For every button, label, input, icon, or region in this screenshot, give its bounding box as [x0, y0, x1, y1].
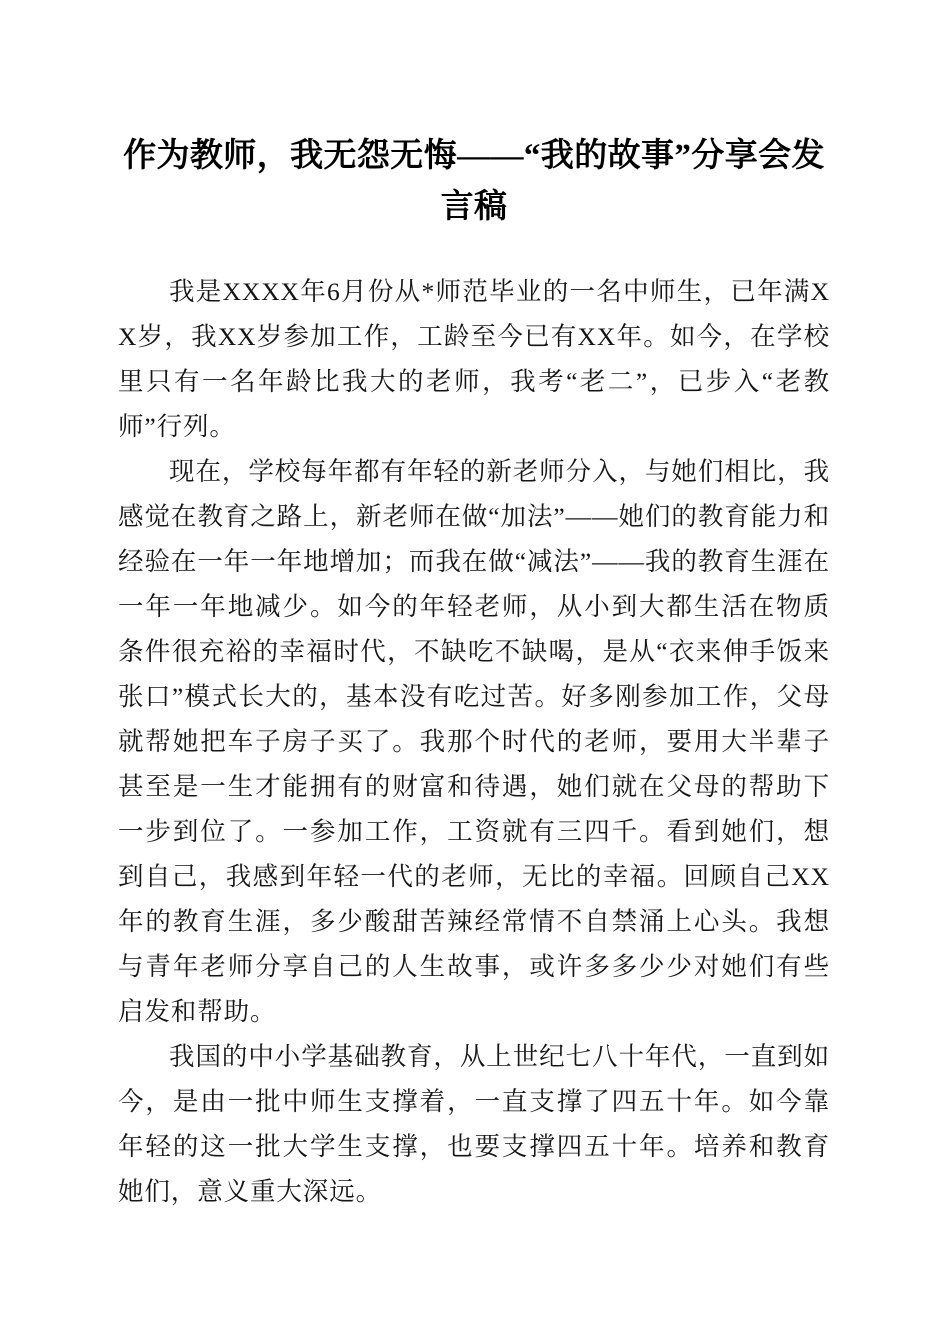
paragraph-1: 我是XXXX年6月份从*师范毕业的一名中师生，已年满XX岁，我XX岁参加工作，工龄至今已有XX年。如今，在学校里只有一名年龄比我大的老师，我考“老二”，已步入“老教师”行列。 — [118, 277, 830, 441]
page-title: 作为教师，我无怨无悔——“我的故事”分享会发言稿 — [123, 138, 825, 225]
paragraph-2: 现在，学校每年都有年轻的新老师分入，与她们相比，我感觉在教育之路上，新老师在做“加法”——她们的教育能力和经验在一年一年地增加；而我在做“减法”——我的教育生涯在一年一年地减少。如今的年轻老师，从小到大都生活在物质条件很充裕的幸福时代，不缺吃不缺喝，是从“衣来伸手饭来张口”模式长大的，基本没有吃过苦。好多刚参加工作，父母就帮她把车子房子买了。我那个时代的老师，要用大半辈子甚至是一生才能拥有的财富和待遇，她们就在父母的帮助下一步到位了。一参加工作，工资就有三四千。看到她们，想到自己，我感到年轻一代的老师，无比的幸福。回顾自己XX年的教育生涯，多少酸甜苦辣经常情不自禁涌上心头。我想与青年老师分享自己的人生故事，或许多多少少对她们有些启发和帮助。 — [118, 457, 830, 1026]
document-content — [118, 269, 830, 1214]
document-body — [118, 0, 830, 1214]
paragraph-3: 我国的中小学基础教育，从上世纪七八十年代，一直到如今，是由一批中师生支撑着，一直支撑了四五十年。如今靠年轻的这一批大学生支撑，也要支撑四五十年。培养和教育她们，意义重大深远。 — [118, 1042, 830, 1206]
